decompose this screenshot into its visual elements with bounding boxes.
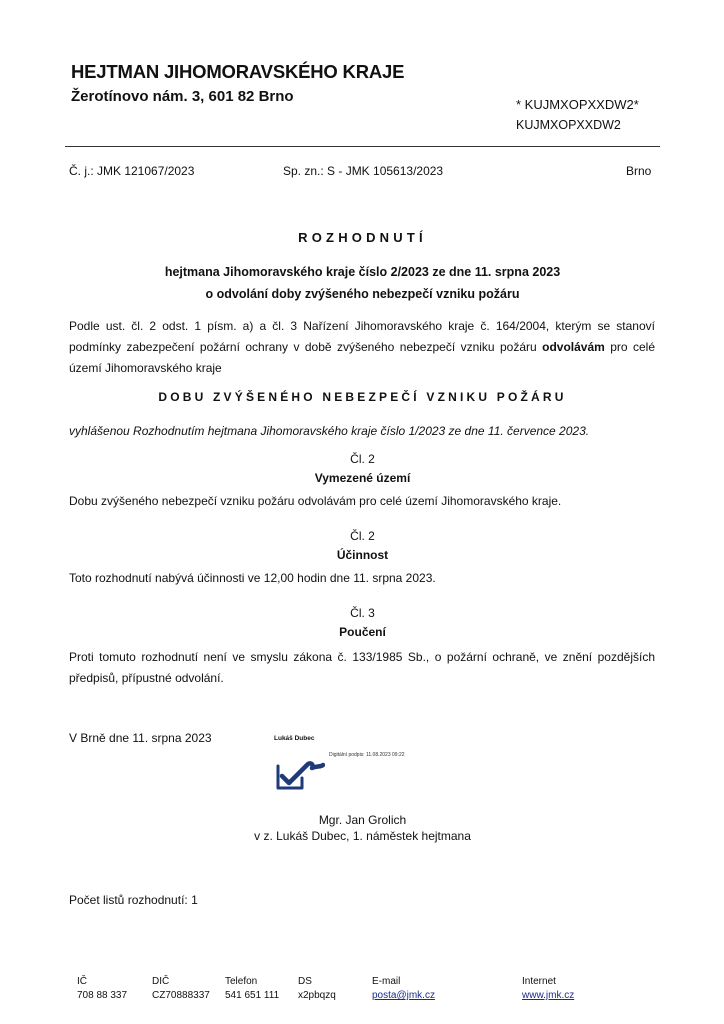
intro-text-after: pro celé území Jihomoravského kraje [69,340,656,375]
sheet-count: Počet listů rozhodnutí: 1 [69,893,198,907]
intro-paragraph [69,316,655,379]
original-decision-reference: vyhlášenou Rozhodnutím hejtmana Jihomoravského kraje číslo 1/2023 ze dne 11. července 2023. [69,424,590,438]
footer-dic-value: CZ70888337 [152,990,210,1001]
article-text: Toto rozhodnutí nabývá účinnosti ve 12,00 hodin dne 11. srpna 2023. [69,571,436,585]
intro-text-before: Podle ust. čl. 2 odst. 1 písm. a) a čl. 3 Nařízení Jihomoravského kraje č. 164/2004, kterým se stanoví podmínky zabezpečení požární ochrany v době zvýšeného nebezpečí vzniku požáru [69,319,655,354]
digital-signature-note: Digitální podpis: 11.08.2023 09:22 [329,752,405,758]
article-number: Čl. 2 [350,529,375,543]
footer-phone-label: Telefon [225,976,258,987]
authority-title: HEJTMAN JIHOMORAVSKÉHO KRAJE [71,61,405,82]
place-and-date: V Brně dne 11. srpna 2023 [69,731,212,745]
reference-cj: Č. j.: JMK 121067/2023 [69,164,195,178]
signer-role: v z. Lukáš Dubec, 1. náměstek hejtmana [254,829,471,843]
decision-subtitle-line2: o odvolání doby zvýšeného nebezpečí vzniku požáru [205,287,520,301]
reference-city: Brno [626,164,652,178]
authority-address: Žerotínovo nám. 3, 601 82 Brno [71,88,294,105]
footer-ds-value: x2pbqzq [298,990,336,1001]
footer-phone-value: 541 651 111 [225,990,280,1001]
article-title: Poučení [339,625,386,639]
footer-email-label: E-mail [372,976,401,987]
decision-subtitle-line1: hejtmana Jihomoravského kraje číslo 2/2023 ze dne 11. srpna 2023 [164,265,561,279]
barcode: * KUJMXOPXXDW2* [516,97,639,112]
footer-email-link[interactable]: posta@jmk.cz [372,990,435,1001]
footer-dic-label: DIČ [152,976,170,987]
intro-bold-word: odvolávám [542,340,605,354]
article-text: Proti tomuto rozhodnutí není ve smyslu zákona č. 133/1985 Sb., o požární ochraně, ve znění pozdějších předpisů, přípustné odvolání. [69,650,655,685]
footer-ds-label: DS [298,976,312,987]
footer-ic-value: 708 88 337 [77,990,128,1001]
digital-signer-name: Lukáš Dubec [274,735,315,742]
revoked-period-heading: DOBU ZVÝŠENÉHO NEBEZPEČÍ VZNIKU POŽÁRU [158,390,567,404]
article-number: Čl. 3 [350,606,375,620]
article-title: Vymezené území [314,471,411,485]
article-text: Dobu zvýšeného nebezpečí vzniku požáru odvolávám pro celé území Jihomoravského kraje. [69,494,562,508]
article-title: Účinnost [336,548,389,562]
footer-ic-label: IČ [77,976,87,987]
decision-title: ROZHODNUTÍ [298,230,427,245]
footer-web-link[interactable]: www.jmk.cz [522,990,575,1001]
header-divider [65,146,660,147]
barcode-text: KUJMXOPXXDW2 [516,118,621,132]
article-number: Čl. 2 [350,452,375,466]
checkmark-signature-icon [275,752,325,792]
footer-web-label: Internet [522,976,556,987]
reference-spzn: Sp. zn.: S - JMK 105613/2023 [283,164,444,178]
signer-name: Mgr. Jan Grolich [318,813,407,827]
